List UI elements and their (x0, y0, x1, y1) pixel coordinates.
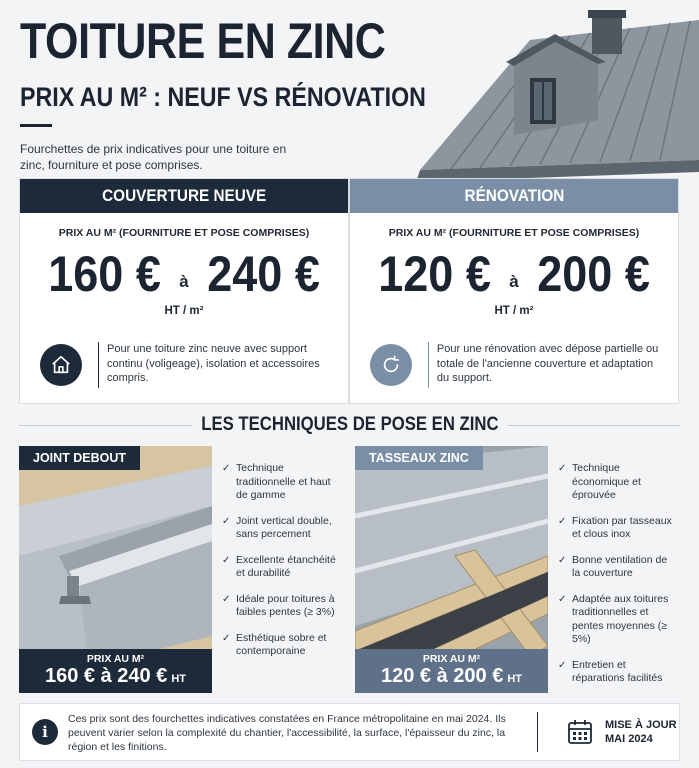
standing-seam-price-box (19, 649, 212, 693)
feature-item: ✓ Technique économique et éprouvée (558, 462, 678, 503)
renovation-price-min: 120 € (378, 246, 492, 302)
renovation-note (370, 342, 666, 388)
renovation-price-sep: à (509, 272, 519, 291)
refresh-icon (370, 344, 412, 386)
feature-item: ✓ Fixation par tasseaux et clous inox (558, 515, 678, 542)
standing-seam-price: 160 € à 240 € HT (44, 665, 186, 687)
renovation-price-max: 200 € (536, 246, 650, 302)
standing-seam-price-label: PRIX AU M² (86, 653, 145, 665)
new-roof-price-unit: HT / m² (164, 305, 204, 317)
batten-roll-label: TASSEAUX ZINC (355, 446, 483, 470)
calendar-icon (567, 718, 593, 746)
page-title: TOITURE EN ZINC (20, 13, 386, 69)
renovation-note-text: Pour une rénovation avec dépose partielle ou totale de l'ancienne couverture et adaptation du support. (436, 343, 659, 384)
page-subtitle: PRIX AU M² : NEUF VS RÉNOVATION (20, 82, 426, 112)
new-roof-price-sep: à (179, 272, 189, 291)
feature-item: ✓ Bonne ventilation de la couverture (558, 554, 678, 581)
footer-separator (537, 712, 538, 752)
new-roof-note-text: Pour une toiture zinc neuve avec support continu (voligeage), isolation et accessoires compris. (107, 343, 320, 384)
techniques-section-title: LES TECHNIQUES DE POSE EN ZINC (0, 414, 699, 436)
renovation-price-unit: HT / m² (494, 305, 534, 317)
renovation-price-caption: PRIX AU M² (FOURNITURE ET POSE COMPRISES) (388, 227, 640, 239)
update-label: MISE À JOUR (605, 719, 677, 731)
new-roof-note (40, 342, 336, 388)
update-date (605, 719, 677, 746)
batten-roll-price-box (355, 649, 548, 693)
new-roof-price-caption: PRIX AU M² (FOURNITURE ET POSE COMPRISES) (58, 227, 310, 239)
batten-roll-price-label: PRIX AU M² (422, 653, 481, 665)
feature-item: ✓ Idéale pour toitures à faibles pentes (≥ 3%) (222, 593, 342, 620)
feature-item: ✓ Entretien et réparations facilités (558, 659, 678, 686)
info-icon: i (32, 719, 58, 745)
batten-roll-price: 120 € à 200 € HT (380, 665, 522, 687)
renovation-price-range (350, 246, 678, 302)
intro-text: Fourchettes de prix indicatives pour une toiture en zinc, fourniture et pose comprises. (20, 142, 287, 172)
house-icon (40, 344, 82, 386)
new-roof-price-range (20, 246, 348, 302)
disclaimer-footer (19, 703, 680, 761)
new-roof-price-max: 240 € (206, 246, 320, 302)
renovation-card-heading: RÉNOVATION (350, 179, 678, 213)
update-value: MAI 2024 (605, 732, 653, 745)
disclaimer-text: Ces prix sont des fourchettes indicatives constatées en France métropolitaine en mai 2024. Ils peuvent varier selon la complexité du chantier, l'accessibilité, la surface, l'épaisseur du zinc, la région et les finitions. (68, 713, 506, 753)
standing-seam-features (222, 462, 342, 671)
new-roof-note-bar (98, 342, 99, 388)
feature-item: ✓ Excellente étanchéité et durabilité (222, 554, 342, 581)
feature-item: ✓ Technique traditionnelle et haut de gamme (222, 462, 342, 503)
title-rule (20, 124, 52, 127)
new-roof-card (19, 178, 349, 404)
batten-roll-features (558, 462, 678, 698)
feature-item: ✓ Adaptée aux toitures traditionnelles et pentes moyennes (≥ 5%) (558, 593, 678, 647)
feature-item: ✓ Joint vertical double, sans percement (222, 515, 342, 542)
standing-seam-label: JOINT DEBOUT (19, 446, 140, 470)
renovation-note-bar (428, 342, 429, 388)
zinc-roof-illustration (380, 0, 699, 185)
feature-item: ✓ Esthétique sobre et contemporaine (222, 632, 342, 659)
new-roof-price-min: 160 € (48, 246, 162, 302)
renovation-card (349, 178, 679, 404)
new-roof-card-heading: COUVERTURE NEUVE (20, 179, 348, 213)
